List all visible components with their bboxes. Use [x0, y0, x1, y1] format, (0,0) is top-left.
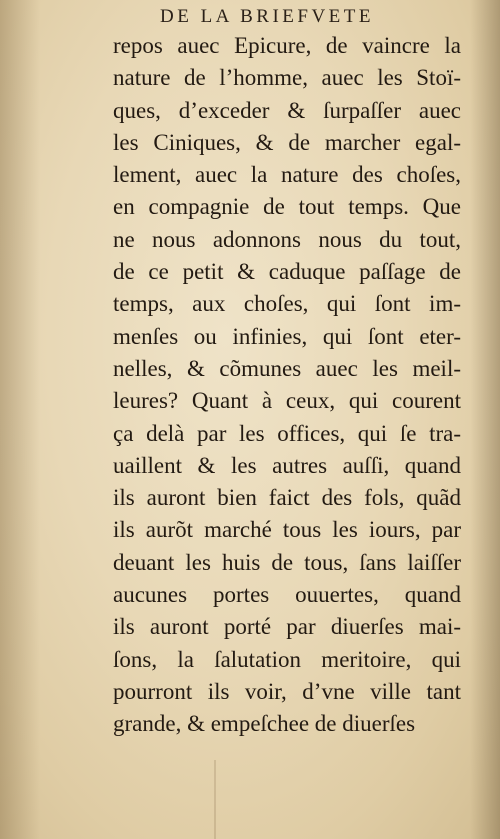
text-line: repos auec Epicure, de vaincre la	[113, 33, 461, 58]
body-text	[113, 30, 461, 741]
text-line: ça delà par les offices, qui ſe tra-	[113, 420, 461, 446]
text-line: temps, aux choſes, qui ſont im-	[113, 291, 461, 317]
text-line: ques, d’exceder & ſurpaſſer auec	[113, 97, 461, 123]
text-line: en compagnie de tout temps. Que	[113, 194, 461, 220]
text-line: ils auront bien faict des fols, quãd	[113, 485, 461, 511]
text-line: deuant les huis de tous, ſans laiſſer	[113, 549, 461, 575]
text-line: ſons, la ſalutation meritoire, qui	[113, 646, 461, 672]
running-head: DE LA BRIEFVETE	[160, 6, 374, 27]
text-line: nature de l’homme, auec les Stoï-	[113, 65, 461, 91]
text-line: nelles, & cõmunes auec les meil-	[113, 355, 461, 381]
paper-crease	[214, 760, 216, 839]
text-line: ils aurõt marché tous les iours, par	[113, 517, 461, 543]
text-line: pourront ils voir, d’vne ville tant	[113, 678, 461, 704]
text-line: les Ciniques, & de marcher egal-	[113, 129, 461, 155]
text-line: lement, auec la nature des choſes,	[113, 162, 461, 188]
text-line: menſes ou infinies, qui ſont eter-	[113, 323, 461, 349]
text-line: grande, & empeſchee de diuerſes	[113, 711, 416, 737]
text-line: uaillent & les autres auſſi, quand	[113, 452, 461, 478]
text-line: leures? Quant à ceux, qui courent	[113, 388, 461, 414]
text-line: ne nous adonnons nous du tout,	[113, 226, 461, 252]
text-line: ils auront porté par diuerſes mai-	[113, 614, 461, 640]
text-line: aucunes portes ouuertes, quand	[113, 582, 461, 608]
text-line: de ce petit & caduque paſſage de	[113, 259, 461, 285]
